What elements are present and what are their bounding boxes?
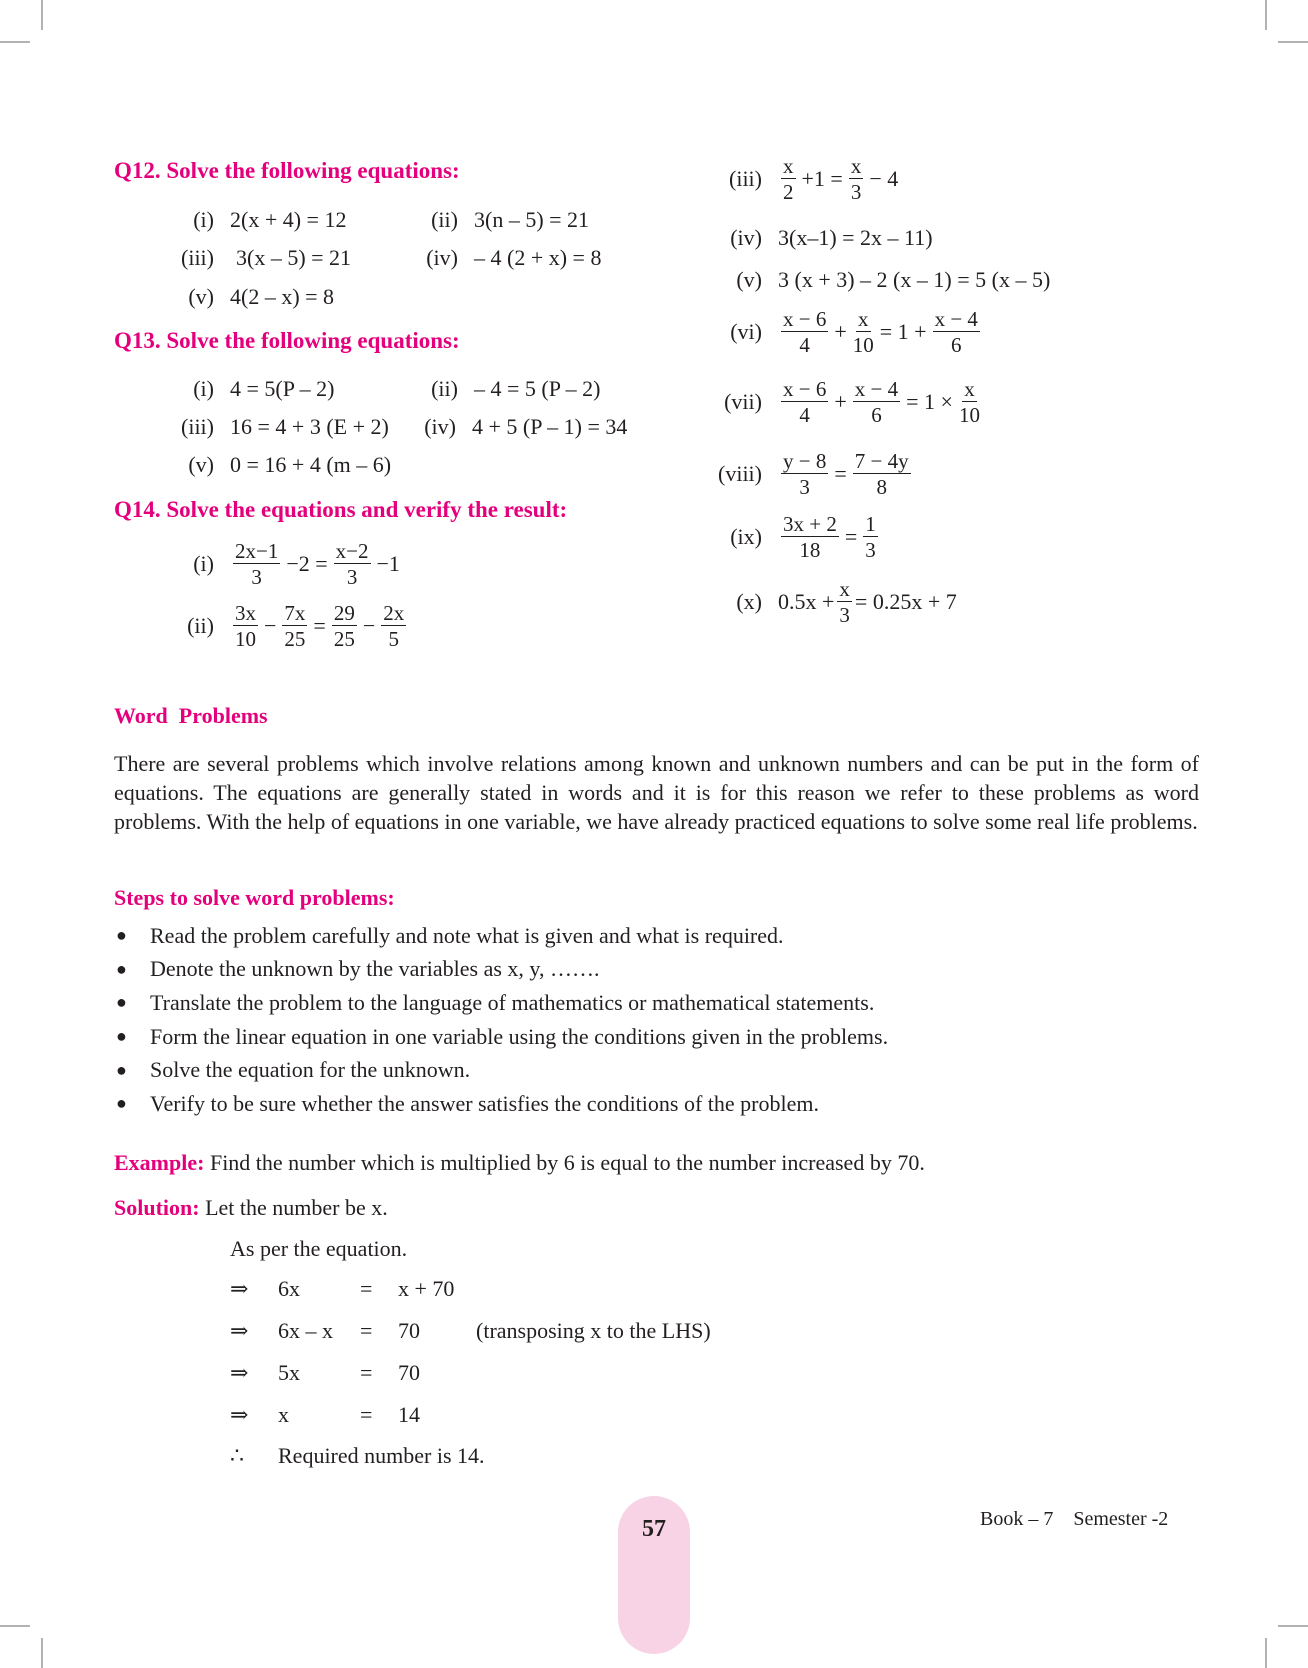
- numerator: y − 8: [783, 449, 827, 473]
- operator: = 1 ×: [906, 389, 953, 415]
- denominator: 3: [346, 565, 358, 590]
- denominator: 3: [251, 565, 262, 590]
- item-label: (iii): [729, 166, 762, 192]
- step-equals: =: [360, 1360, 373, 1385]
- q14-item-vii: [718, 378, 983, 426]
- q12-item-iv: [418, 245, 601, 271]
- solution-step: [230, 1318, 711, 1344]
- fraction: [933, 308, 980, 356]
- item-label: (i): [193, 376, 214, 401]
- crop-mark-top-right-h: [1278, 41, 1308, 43]
- step-lhs: 6x – x: [278, 1318, 333, 1343]
- numerator: 3x + 2: [783, 512, 837, 536]
- operator: =: [844, 524, 858, 550]
- numerator: x: [858, 307, 869, 331]
- q13-item-iii: [172, 414, 389, 440]
- step-text: Translate the problem to the language of mathematics or mathematical statements.: [150, 989, 875, 1015]
- step-equals: =: [360, 1402, 373, 1427]
- crop-mark-bottom-right-v: [1265, 1638, 1267, 1668]
- solution-step: [230, 1360, 476, 1386]
- denominator: 5: [388, 627, 400, 652]
- item-label: (iv): [426, 245, 458, 270]
- operator: −: [362, 613, 376, 639]
- bullet-icon: ●: [116, 958, 127, 979]
- fraction: [781, 513, 839, 561]
- equation: 2(x + 4) = 12: [230, 207, 347, 232]
- step-text: Form the linear equation in one variable using the conditions given in the problems.: [150, 1023, 889, 1049]
- item-label: (iv): [730, 225, 762, 250]
- equation-part: = 0.25x + 7: [854, 589, 957, 615]
- fraction: [381, 602, 406, 650]
- crop-mark-top-left-v: [41, 0, 43, 30]
- implies-icon: ⇒: [230, 1360, 249, 1385]
- item-label: (ii): [431, 376, 458, 401]
- item-label: (vii): [724, 389, 762, 415]
- operator: −: [264, 613, 277, 639]
- numerator: 29: [333, 601, 355, 625]
- crop-mark-top-left-h: [0, 41, 30, 43]
- page-number-tab: [618, 1496, 690, 1654]
- word-problems-paragraph: There are several problems which involve relations among known and unknown numbers and can be put in the form of equations. The equations are generally stated in words and it is for this reason we refer to these problems as word problems. With the help of equations in one variable, we have already practiced equations to solve some real life problems.: [114, 751, 1199, 834]
- step-lhs: 5x: [278, 1360, 300, 1385]
- q13-title: Q13. Solve the following equations:: [114, 328, 460, 353]
- denominator: 6: [871, 403, 882, 428]
- example-line: [114, 1150, 925, 1176]
- denominator: 8: [876, 475, 887, 500]
- bullet-icon: ●: [116, 1026, 127, 1047]
- fraction: [781, 308, 828, 356]
- q14-item-iv: [724, 225, 933, 251]
- equation: 4 = 5(P – 2): [230, 376, 335, 401]
- q14-title: Q14. Solve the equations and verify the result:: [114, 497, 568, 522]
- item-label: (viii): [718, 461, 762, 487]
- numerator: x: [964, 377, 975, 401]
- fraction: [853, 308, 874, 356]
- equation: – 4 (2 + x) = 8: [474, 245, 602, 270]
- bullet-icon: ●: [116, 992, 127, 1013]
- equation: 3(n – 5) = 21: [474, 207, 590, 232]
- steps-list: [116, 919, 888, 1121]
- q13-item-iv: [420, 414, 627, 440]
- crop-mark-top-right-v: [1265, 0, 1267, 30]
- item-label: (ii): [431, 207, 458, 232]
- step-item: [116, 986, 888, 1020]
- implies-icon: ⇒: [230, 1276, 249, 1301]
- item-label: (v): [736, 267, 762, 292]
- steps-heading: Steps to solve word problems:: [114, 885, 395, 910]
- page-number: 57: [642, 1516, 666, 1542]
- fraction: [863, 513, 878, 561]
- denominator: 18: [799, 538, 821, 563]
- q12-item-v: [180, 284, 334, 310]
- fraction: [837, 578, 852, 626]
- crop-mark-bottom-left-h: [0, 1625, 30, 1627]
- example-label: Example:: [114, 1150, 205, 1175]
- operator: −1: [376, 551, 400, 577]
- q12-title: Q12. Solve the following equations:: [114, 158, 460, 183]
- numerator: 2x: [383, 601, 405, 625]
- denominator: 4: [799, 333, 810, 358]
- denominator: 3: [865, 538, 876, 563]
- q14-item-viii: [710, 450, 914, 498]
- step-text: Verify to be sure whether the answer satisfies the conditions of the problem.: [150, 1090, 819, 1116]
- operator: +: [834, 389, 847, 415]
- equation-part: 0.5x +: [778, 589, 835, 615]
- item-label: (iv): [424, 414, 456, 439]
- numerator: x: [850, 154, 862, 178]
- numerator: x−2: [335, 539, 369, 563]
- step-equals: =: [360, 1318, 373, 1343]
- solution-step: [230, 1402, 476, 1428]
- bullet-icon: ●: [116, 1059, 127, 1080]
- step-rhs: 70: [398, 1360, 420, 1385]
- item-label: (iii): [181, 414, 214, 439]
- denominator: 4: [799, 403, 810, 428]
- item-label: (ix): [730, 524, 762, 550]
- operator: =: [834, 461, 847, 487]
- step-rhs: 70: [398, 1318, 420, 1343]
- item-label: (i): [193, 551, 214, 577]
- numerator: x: [783, 154, 794, 178]
- q14-item-ix: [724, 513, 881, 561]
- equation: – 4 = 5 (P – 2): [474, 376, 601, 401]
- numerator: x − 4: [934, 307, 978, 331]
- therefore-icon: ∴: [230, 1443, 244, 1468]
- equation: 3 (x + 3) – 2 (x – 1) = 5 (x – 5): [778, 267, 1051, 292]
- denominator: 3: [799, 475, 810, 500]
- numerator: 2x−1: [235, 539, 279, 563]
- denominator: 10: [852, 333, 874, 358]
- solution-step: [230, 1276, 476, 1302]
- q13-item-ii: [420, 376, 600, 402]
- step-item: [116, 1087, 888, 1121]
- q14-item-v: [724, 267, 1050, 293]
- denominator: 10: [235, 627, 256, 652]
- numerator: x − 6: [783, 377, 827, 401]
- numerator: 7 − 4y: [854, 449, 909, 473]
- operator: −2 =: [286, 551, 328, 577]
- numerator: x: [839, 577, 850, 601]
- fraction: [282, 602, 307, 650]
- operator: =: [313, 613, 326, 639]
- denominator: 25: [333, 627, 355, 652]
- operator: +1 =: [801, 166, 843, 192]
- step-lhs: x: [278, 1402, 289, 1427]
- denominator: 6: [951, 333, 962, 358]
- fraction: [959, 378, 980, 426]
- step-item: [116, 1020, 888, 1054]
- step-item: [116, 919, 888, 953]
- word-problems-heading: Word Problems: [114, 703, 268, 728]
- conclusion-text: Required number is 14.: [278, 1443, 485, 1468]
- numerator: 7x: [284, 601, 306, 625]
- operator: = 1 +: [879, 319, 927, 345]
- step-item: [116, 1053, 888, 1087]
- equation: 3(x–1) = 2x – 11): [778, 225, 933, 250]
- q14-item-iii: [724, 155, 901, 203]
- fraction: [334, 540, 371, 588]
- q12-item-i: [180, 207, 346, 233]
- solution-intro: As per the equation.: [230, 1236, 408, 1261]
- fraction: [853, 450, 911, 498]
- item-label: (x): [736, 589, 762, 615]
- fraction: [233, 540, 280, 588]
- solution-conclusion: [230, 1443, 485, 1469]
- q13-item-v: [180, 452, 391, 478]
- equation: 3(x – 5) = 21: [236, 245, 352, 270]
- fraction: [781, 378, 828, 426]
- solution-label: Solution:: [114, 1195, 200, 1220]
- bullet-icon: ●: [116, 925, 127, 946]
- step-equals: =: [360, 1276, 373, 1301]
- item-label: (i): [193, 207, 214, 232]
- fraction: [233, 602, 258, 650]
- equation: 16 = 4 + 3 (E + 2): [230, 414, 389, 439]
- denominator: 25: [284, 627, 306, 652]
- fraction: [849, 155, 864, 203]
- solution-text: Let the number be x.: [205, 1195, 388, 1220]
- solution-line: [114, 1195, 388, 1221]
- item-label: (vi): [730, 319, 762, 345]
- equation: 4 + 5 (P – 1) = 34: [472, 414, 628, 439]
- step-item: [116, 953, 888, 987]
- numerator: 1: [865, 512, 876, 536]
- fraction: [781, 450, 828, 498]
- numerator: x − 6: [783, 307, 827, 331]
- denominator: 3: [850, 180, 862, 205]
- fraction: [332, 602, 357, 650]
- denominator: 10: [958, 403, 980, 428]
- step-text: Denote the unknown by the variables as x, y, …….: [150, 956, 600, 982]
- operator: +: [834, 319, 847, 345]
- example-text: Find the number which is multiplied by 6 is equal to the number increased by 70.: [209, 1150, 925, 1175]
- step-lhs: 6x: [278, 1276, 300, 1301]
- equation: 0 = 16 + 4 (m – 6): [230, 452, 392, 477]
- denominator: 2: [783, 180, 794, 205]
- q14-item-vi: [724, 308, 983, 356]
- q12-item-iii: [172, 245, 351, 271]
- numerator: 3x: [235, 601, 256, 625]
- q12-item-ii: [420, 207, 589, 233]
- step-note: (transposing x to the LHS): [476, 1318, 711, 1343]
- numerator: x − 4: [854, 377, 899, 401]
- bullet-icon: ●: [116, 1093, 127, 1114]
- fraction: [853, 378, 900, 426]
- item-label: (v): [188, 452, 214, 477]
- denominator: 3: [839, 603, 850, 628]
- item-label: (iii): [181, 245, 214, 270]
- q14-item-x: [724, 578, 957, 626]
- q14-item-i: [180, 540, 403, 588]
- implies-icon: ⇒: [230, 1318, 249, 1343]
- q14-item-ii: [176, 602, 409, 650]
- q13-item-i: [180, 376, 334, 402]
- step-text: Read the problem carefully and note what is given and what is required.: [150, 922, 784, 948]
- implies-icon: ⇒: [230, 1402, 249, 1427]
- step-text: Solve the equation for the unknown.: [150, 1057, 471, 1083]
- fraction: [781, 155, 796, 203]
- equation: 4(2 – x) = 8: [230, 284, 335, 309]
- crop-mark-bottom-left-v: [41, 1638, 43, 1668]
- step-rhs: x + 70: [398, 1276, 455, 1301]
- item-label: (ii): [187, 613, 214, 639]
- crop-mark-bottom-right-h: [1278, 1625, 1308, 1627]
- book-info: Book – 7 Semester -2: [980, 1508, 1169, 1530]
- item-label: (v): [188, 284, 214, 309]
- step-rhs: 14: [398, 1402, 420, 1427]
- operator: − 4: [869, 166, 899, 192]
